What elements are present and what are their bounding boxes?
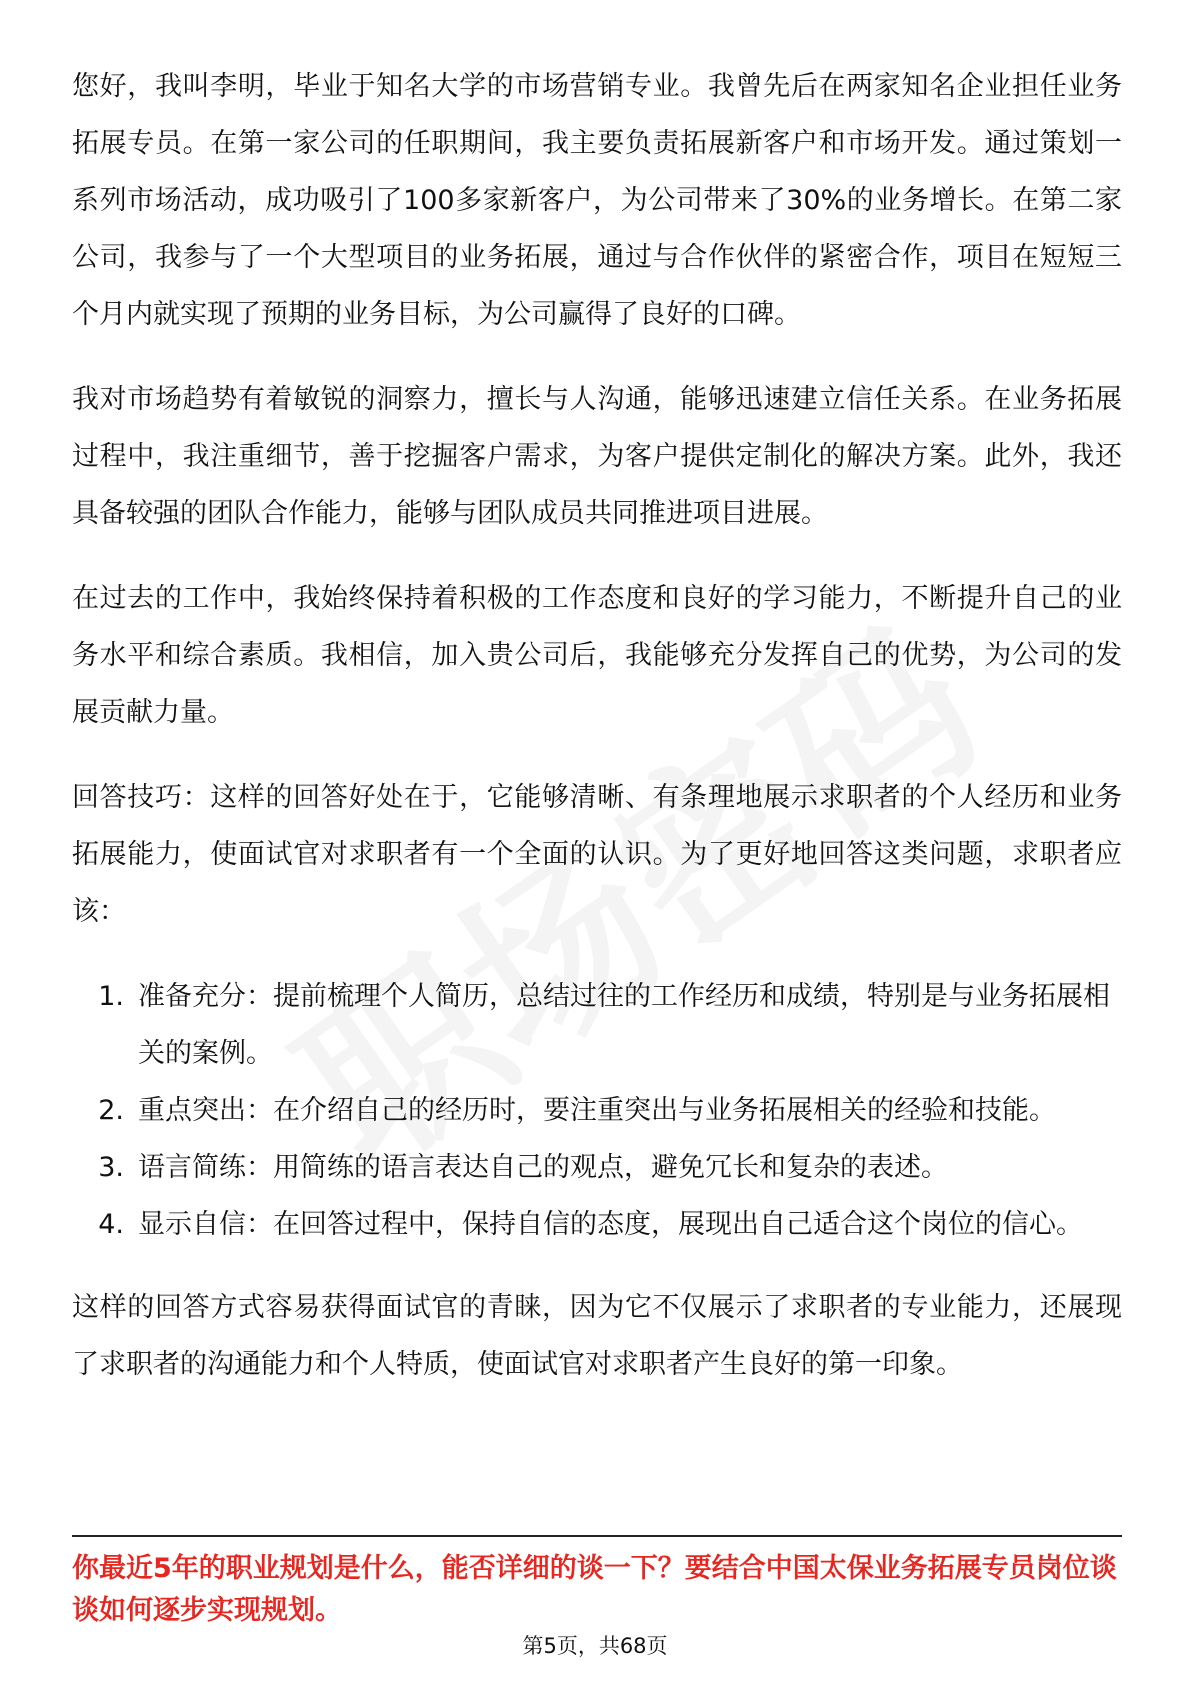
paragraph-closing: 这样的回答方式容易获得面试官的青睐，因为它不仅展示了求职者的专业能力，还展现了求职者的沟通能力和个人特质，使面试官对求职者产生良好的第一印象。	[72, 1292, 1122, 1380]
list-number: 2.	[98, 1095, 124, 1126]
list-item	[72, 1196, 1122, 1253]
page-footer: 第5页，共68页	[522, 1634, 668, 1658]
list-item	[72, 968, 1122, 1082]
document-body	[72, 58, 1122, 1421]
section-divider	[72, 1535, 1122, 1537]
list-text: 准备充分：提前梳理个人简历，总结过往的工作经历和成绩，特别是与业务拓展相关的案例。	[138, 981, 1110, 1069]
list-item	[72, 1082, 1122, 1139]
paragraph-intro: 您好，我叫李明，毕业于知名大学的市场营销专业。我曾先后在两家知名企业担任业务拓展专员。在第一家公司的任职期间，我主要负责拓展新客户和市场开发。通过策划一系列市场活动，成功吸引了100多家新客户，为公司带来了30%的业务增长。在第二家公司，我参与了一个大型项目的业务拓展，通过与合作伙伴的紧密合作，项目在短短三个月内就实现了预期的业务目标，为公司赢得了良好的口碑。	[72, 71, 1122, 330]
list-text: 显示自信：在回答过程中，保持自信的态度，展现出自己适合这个岗位的信心。	[138, 1209, 1083, 1240]
paragraph-answer-tips: 回答技巧：这样的回答好处在于，它能够清晰、有条理地展示求职者的个人经历和业务拓展能力，使面试官对求职者有一个全面的认识。为了更好地回答这类问题，求职者应该：	[72, 782, 1122, 927]
list-number: 1.	[98, 981, 124, 1012]
list-text: 语言简练：用简练的语言表达自己的观点，避免冗长和复杂的表述。	[138, 1152, 948, 1183]
paragraph-attitude: 在过去的工作中，我始终保持着积极的工作态度和良好的学习能力，不断提升自己的业务水平和综合素质。我相信，加入贵公司后，我能够充分发挥自己的优势，为公司的发展贡献力量。	[72, 583, 1122, 728]
list-item	[72, 1139, 1122, 1196]
list-number: 4.	[98, 1209, 124, 1240]
tips-list	[72, 968, 1122, 1253]
paragraph-strengths: 我对市场趋势有着敏锐的洞察力，擅长与人沟通，能够迅速建立信任关系。在业务拓展过程中，我注重细节，善于挖掘客户需求，为客户提供定制化的解决方案。此外，我还具备较强的团队合作能力，能够与团队成员共同推进项目进展。	[72, 384, 1122, 529]
list-number: 3.	[98, 1152, 124, 1183]
list-text: 重点突出：在介绍自己的经历时，要注重突出与业务拓展相关的经验和技能。	[138, 1095, 1056, 1126]
next-question-heading: 你最近5年的职业规划是什么，能否详细的谈一下？要结合中国太保业务拓展专员岗位谈谈如何逐步实现规划。	[72, 1553, 1117, 1626]
